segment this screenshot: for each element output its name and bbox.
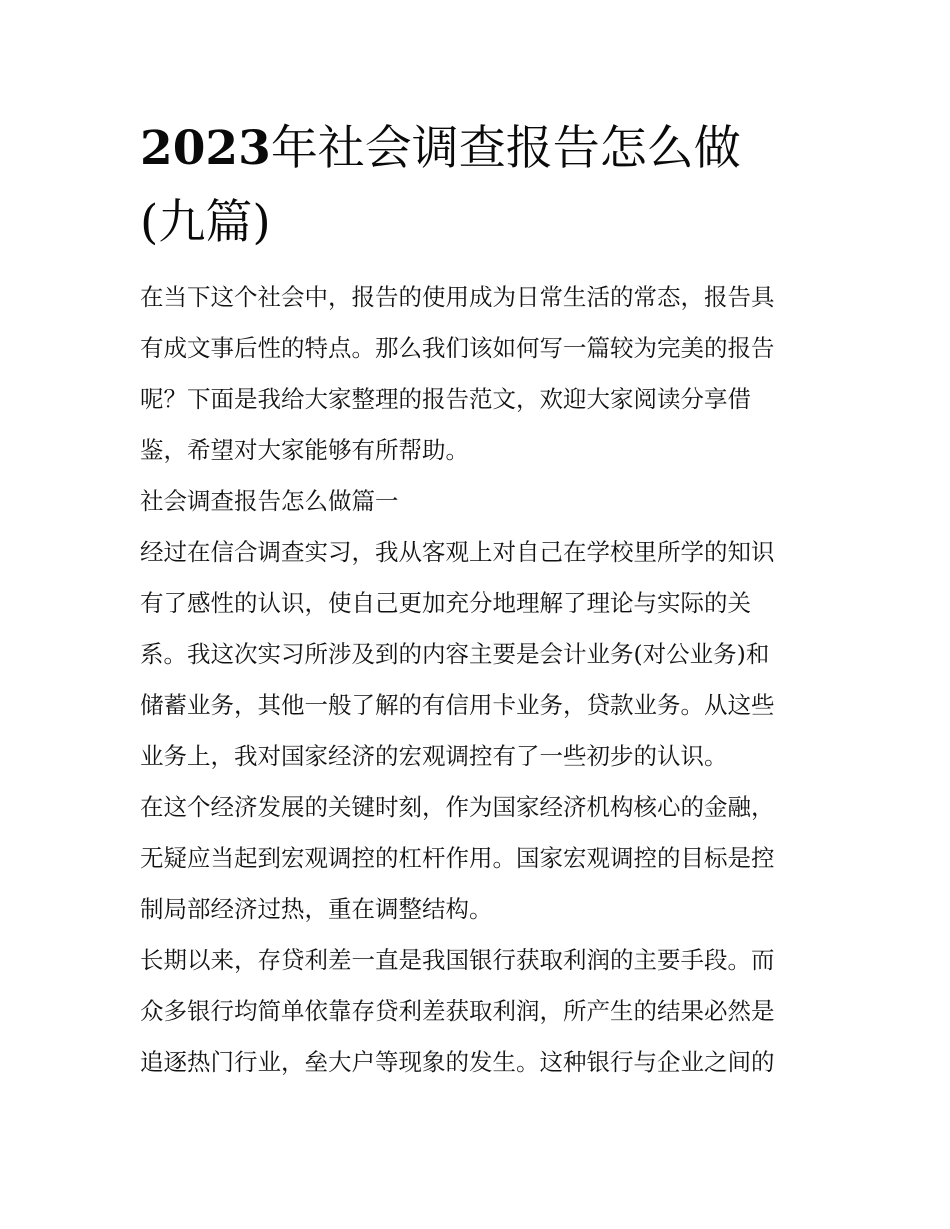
intro-line-3: 呢？下面是我给大家整理的报告范文，欢迎大家阅读分享借 bbox=[140, 385, 751, 413]
paragraph-line: 系。我这次实习所涉及到的内容主要是会计业务(对公业务)和 bbox=[140, 640, 770, 668]
paragraph-line: 经过在信合调查实习，我从客观上对自己在学校里所学的知识 bbox=[140, 538, 775, 566]
paragraph-line: 在这个经济发展的关键时刻，作为国家经济机构核心的金融， bbox=[140, 793, 775, 821]
document-body bbox=[140, 272, 820, 1088]
paragraph-line: 有了感性的认识，使自己更加充分地理解了理论与实际的关 bbox=[140, 589, 751, 617]
document-content bbox=[140, 112, 820, 1088]
intro-line-1: 在当下这个社会中，报告的使用成为日常生活的常态，报告具 bbox=[140, 283, 775, 311]
paragraph-line: 制局部经济过热，重在调整结构。 bbox=[140, 895, 493, 923]
title-year: 2023 bbox=[140, 121, 271, 176]
paragraph-line: 无疑应当起到宏观调控的杠杆作用。国家宏观调控的目标是控 bbox=[140, 844, 775, 872]
paragraph-line: 追逐热门行业，垒大户等现象的发生。这种银行与企业之间的 bbox=[140, 1048, 775, 1076]
title-text: 年社会调查报告怎么做 bbox=[270, 121, 741, 176]
paragraph-line: 长期以来，存贷利差一直是我国银行获取利润的主要手段。而 bbox=[140, 946, 775, 974]
paragraph-line: 业务上，我对国家经济的宏观调控有了一些初步的认识。 bbox=[140, 742, 728, 770]
paragraph-line: 众多银行均简单依靠存贷利差获取利润，所产生的结果必然是 bbox=[140, 997, 775, 1025]
paragraph-line: 储蓄业务，其他一般了解的有信用卡业务，贷款业务。从这些 bbox=[140, 691, 775, 719]
document-title bbox=[140, 112, 820, 260]
section-heading: 社会调查报告怎么做篇一 bbox=[140, 487, 399, 515]
intro-line-2: 有成文事后性的特点。那么我们该如何写一篇较为完美的报告 bbox=[140, 334, 775, 362]
title-line-1 bbox=[140, 112, 820, 186]
intro-line-4: 鉴，希望对大家能够有所帮助。 bbox=[140, 436, 469, 464]
title-line-2: (九篇) bbox=[140, 195, 271, 250]
